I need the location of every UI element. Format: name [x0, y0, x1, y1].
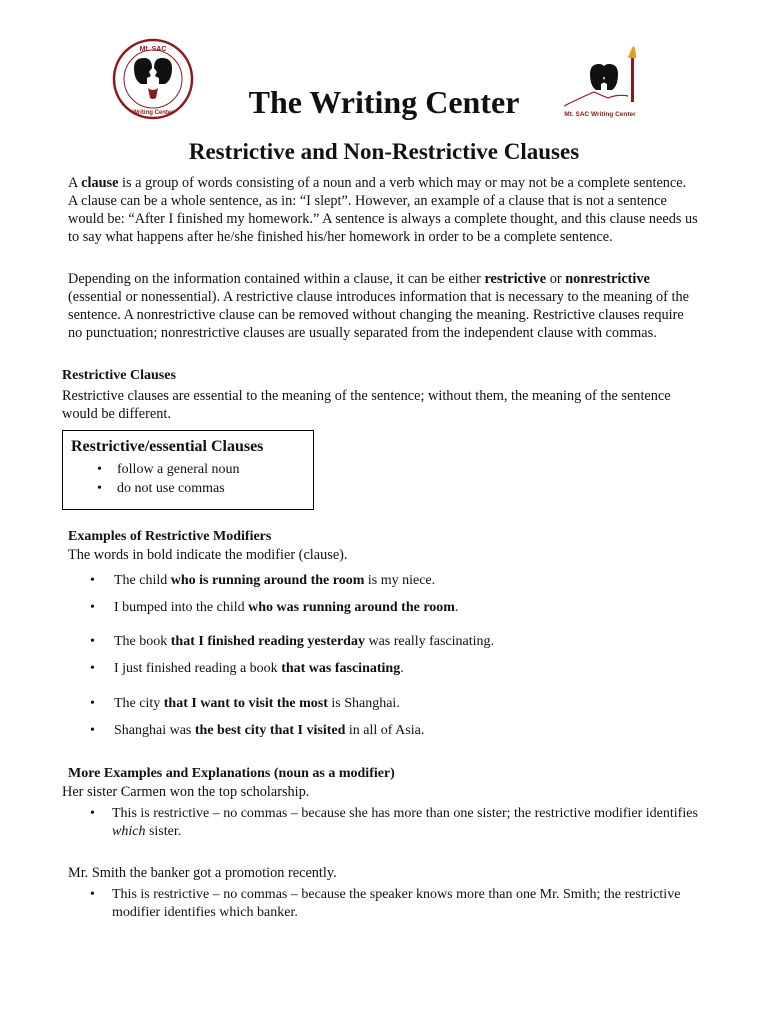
text-run: A: [68, 175, 82, 191]
text-run: The book: [114, 634, 171, 649]
text-run: is a group of words consisting of a noun and a verb which may or may not be a complete sentence. A clause can be a whole sentence, as in: “I slept”. However, an example of a clause that is not a sentence would be: “After I finished my homework.” A sentence is always a complete thought, and this clause needs us to say what happens after he/she finished his/her homework in order to be a complete sentence.: [68, 175, 698, 245]
text-run: .: [400, 661, 404, 676]
text-run: The child: [114, 573, 171, 588]
bold-modifier: that I want to visit the most: [163, 696, 328, 711]
text-run: is Shanghai.: [327, 696, 400, 711]
bold-modifier: restrictive: [484, 271, 547, 287]
examples-heading: Examples of Restrictive Modifiers: [68, 529, 272, 544]
text-run: is my niece.: [364, 573, 436, 588]
text-run: This is restrictive – no commas – because the speaker knows more than one Mr. Smith; the restrictive modifier identifies which banker.: [112, 887, 681, 920]
bold-modifier: nonrestrictive: [565, 271, 650, 287]
svg-text:Mt. SAC Writing Center: Mt. SAC Writing Center: [564, 111, 636, 118]
examples-list: • The child who is running around the room is my niece. • I bumped into the child who was running around the room. • The book that I finished reading yesterday was really fascinating. • I just finished reading a book that was fascinating. • The city that I want to visit the most is Shanghai. • Shanghai was the best city that I visited in all of Asia. • This is restrictive – no commas – because she has more than one sister; the restrictive modifier identifies which sister. • This is restrictive – no commas – because the speaker knows more than one Mr. Smith; the restrictive modifier identifies which banker.: [90, 573, 698, 920]
restrictive-clauses-heading: Restrictive Clauses: [62, 368, 176, 383]
summary-box-title: Restrictive/essential Clauses: [71, 438, 264, 455]
text-run: (essential or nonessential). A restrictive clause introduces information that is necessary to the meaning of the sentence. A nonrestrictive clause can be removed without changing the meaning. Restrictive clauses require no punctuation; nonrestrictive clauses are usually separated from the independent clause with commas.: [68, 289, 689, 341]
bold-modifier: that was fascinating: [281, 661, 401, 676]
text-run: I just finished reading a book: [114, 661, 282, 676]
bold-modifier: who was running around the room: [248, 600, 455, 615]
summary-box-item: • do not use commas: [71, 479, 305, 498]
summary-box-item: • follow a general noun: [71, 460, 305, 479]
svg-text:Writing Center: Writing Center: [132, 110, 174, 116]
text-run: was really fascinating.: [364, 634, 495, 649]
text-run: in all of Asia.: [345, 723, 425, 738]
bold-modifier: the best city that I visited: [194, 723, 346, 738]
text-run: This is restrictive – no commas – because she has more than one sister; the restrictive modifier identifies: [112, 806, 698, 821]
document-subtitle: Restrictive and Non-Restrictive Clauses: [188, 139, 580, 164]
text-run: I bumped into the child: [114, 600, 249, 615]
more-examples-heading: More Examples and Explanations (noun as a modifier): [68, 766, 395, 781]
text-run: or: [546, 271, 566, 287]
italic-emphasis: which: [112, 824, 146, 839]
restrictive-clauses-text: Restrictive clauses are essential to the meaning of the sentence; without them, the meaning of the sentence would be different.: [62, 388, 671, 422]
example-sentence-carmen: Her sister Carmen won the top scholarship.: [62, 784, 310, 800]
text-run: sister.: [145, 824, 182, 839]
text-run: Shanghai was: [114, 723, 195, 738]
text-run: .: [454, 600, 459, 615]
example-sentence-smith: Mr. Smith the banker got a promotion recently.: [68, 865, 337, 881]
page-title: The Writing Center: [248, 84, 520, 120]
bold-modifier: that I finished reading yesterday: [170, 634, 365, 649]
bold-modifier: clause: [81, 175, 119, 191]
examples-intro-text: The words in bold indicate the modifier (clause).: [68, 547, 348, 563]
text-run: The city: [114, 696, 164, 711]
text-run: Depending on the information contained within a clause, it can be either: [68, 271, 485, 287]
bold-modifier: who is running around the room: [170, 573, 365, 588]
svg-text:Mt. SAC: Mt. SAC: [139, 46, 167, 53]
